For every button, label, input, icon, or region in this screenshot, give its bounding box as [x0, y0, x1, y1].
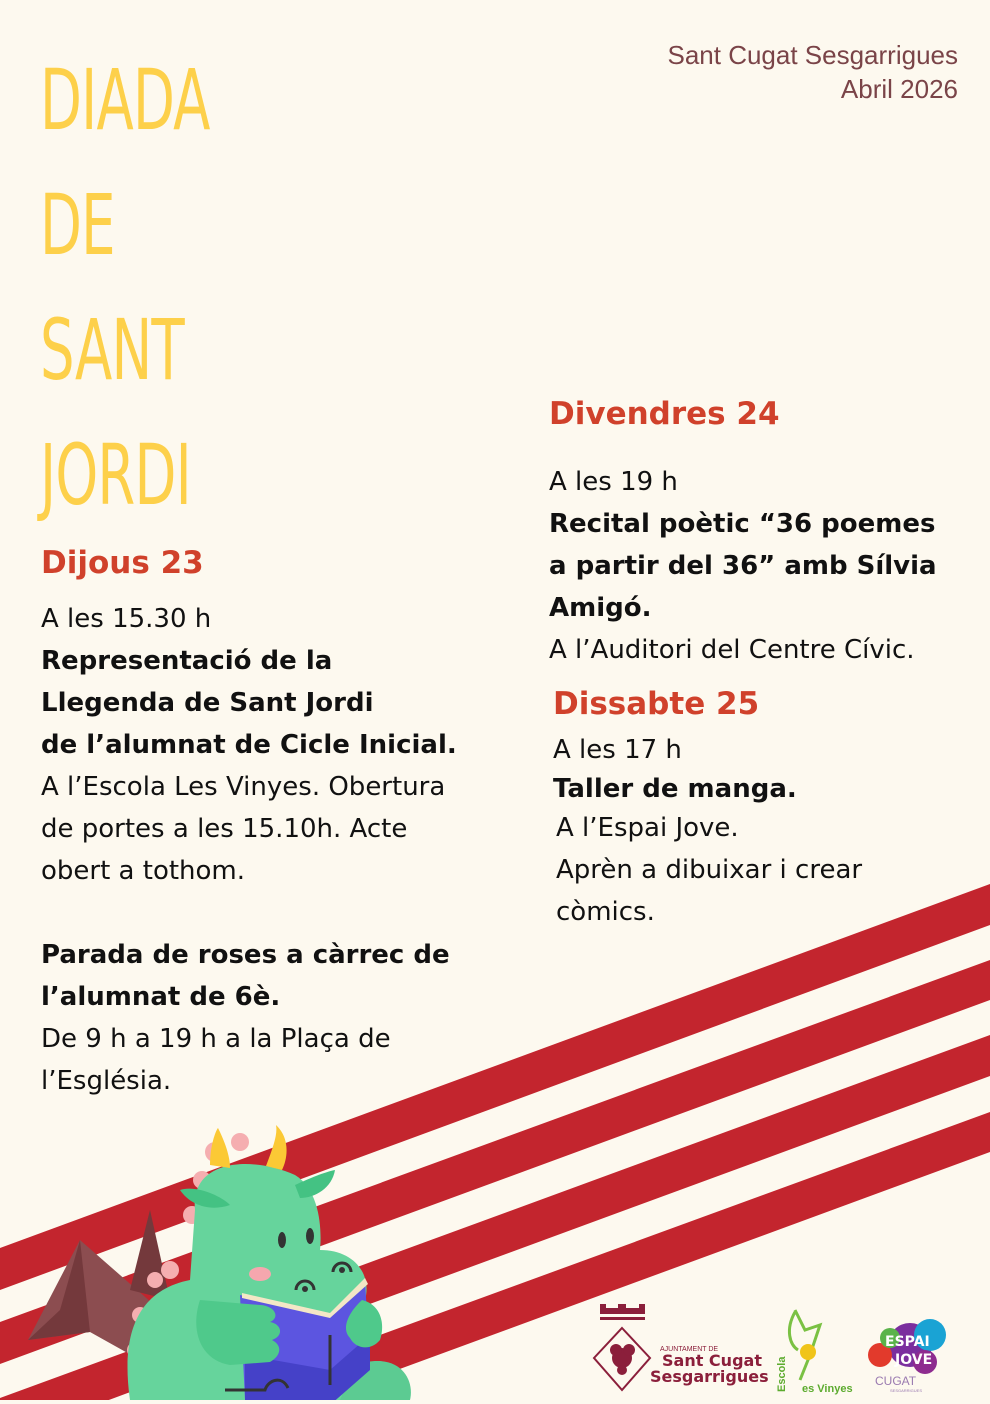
poster-title [40, 38, 210, 538]
town-name: Sant Cugat Sesgarrigues [667, 40, 958, 70]
escola-les-vinyes-logo [776, 1310, 853, 1395]
event-detail: l’Església. [41, 1066, 172, 1096]
svg-text:Sesgarrigues: Sesgarrigues [650, 1367, 769, 1386]
event-title: Llegenda de Sant Jordi [41, 688, 374, 718]
svg-text:Sant Cugat: Sant Cugat [662, 1351, 762, 1370]
event-time: A les 19 h [549, 467, 678, 497]
event-title: Recital poètic “36 poemes [549, 509, 936, 539]
event-detail: De 9 h a 19 h a la Plaça de [41, 1024, 391, 1054]
sponsor-logos [580, 1300, 990, 1400]
event-detail: Aprèn a dibuixar i crear [556, 855, 863, 885]
title-line: SANT [40, 301, 184, 399]
event-title: l’alumnat de 6è. [41, 982, 281, 1012]
event-title: Parada de roses a càrrec de [41, 940, 450, 970]
day-heading: Divendres 24 [549, 396, 780, 432]
event-title: Amigó. [549, 593, 652, 623]
day-saturday [553, 683, 973, 933]
event-detail: obert a tothom. [41, 856, 246, 886]
day-heading: Dissabte 25 [553, 686, 760, 722]
dragon-reading-illustration [20, 1100, 420, 1400]
svg-text:ESPAI: ESPAI [885, 1334, 930, 1350]
title-line: DE [40, 176, 115, 274]
svg-text:es Vinyes: es Vinyes [802, 1383, 853, 1395]
svg-text:CUGAT: CUGAT [875, 1374, 917, 1388]
event-title: Representació de la [41, 646, 333, 676]
event-detail: A l’Escola Les Vinyes. Obertura [41, 772, 446, 802]
event-title: de l’alumnat de Cicle Inicial. [41, 730, 457, 760]
svg-text:JOVE: JOVE [895, 1352, 933, 1368]
event-detail: de portes a les 15.10h. Acte [41, 814, 408, 844]
title-line: DIADA [40, 51, 210, 149]
event-title: a partir del 36” amb Sílvia [549, 551, 937, 581]
event-time: A les 17 h [553, 735, 682, 765]
event-detail: A l’Espai Jove. [556, 813, 739, 843]
day-thursday [41, 542, 491, 1102]
svg-text:SESGARRIGUES: SESGARRIGUES [890, 1388, 923, 1393]
event-time: A les 15.30 h [41, 604, 212, 634]
location-date [667, 38, 958, 106]
espai-jove-logo [868, 1319, 946, 1393]
title-line: JORDI [40, 426, 191, 524]
event-detail: còmics. [556, 897, 655, 927]
day-friday [549, 393, 969, 671]
ajuntament-logo [594, 1304, 650, 1390]
day-heading: Dijous 23 [41, 545, 204, 581]
event-date: Abril 2026 [840, 74, 958, 104]
svg-text:Escola: Escola [776, 1356, 788, 1392]
event-title: Taller de manga. [553, 774, 797, 804]
logos-graphic [580, 1300, 990, 1400]
event-detail: A l’Auditori del Centre Cívic. [549, 635, 915, 665]
svg-text:AJUNTAMENT DE: AJUNTAMENT DE [660, 1346, 719, 1353]
